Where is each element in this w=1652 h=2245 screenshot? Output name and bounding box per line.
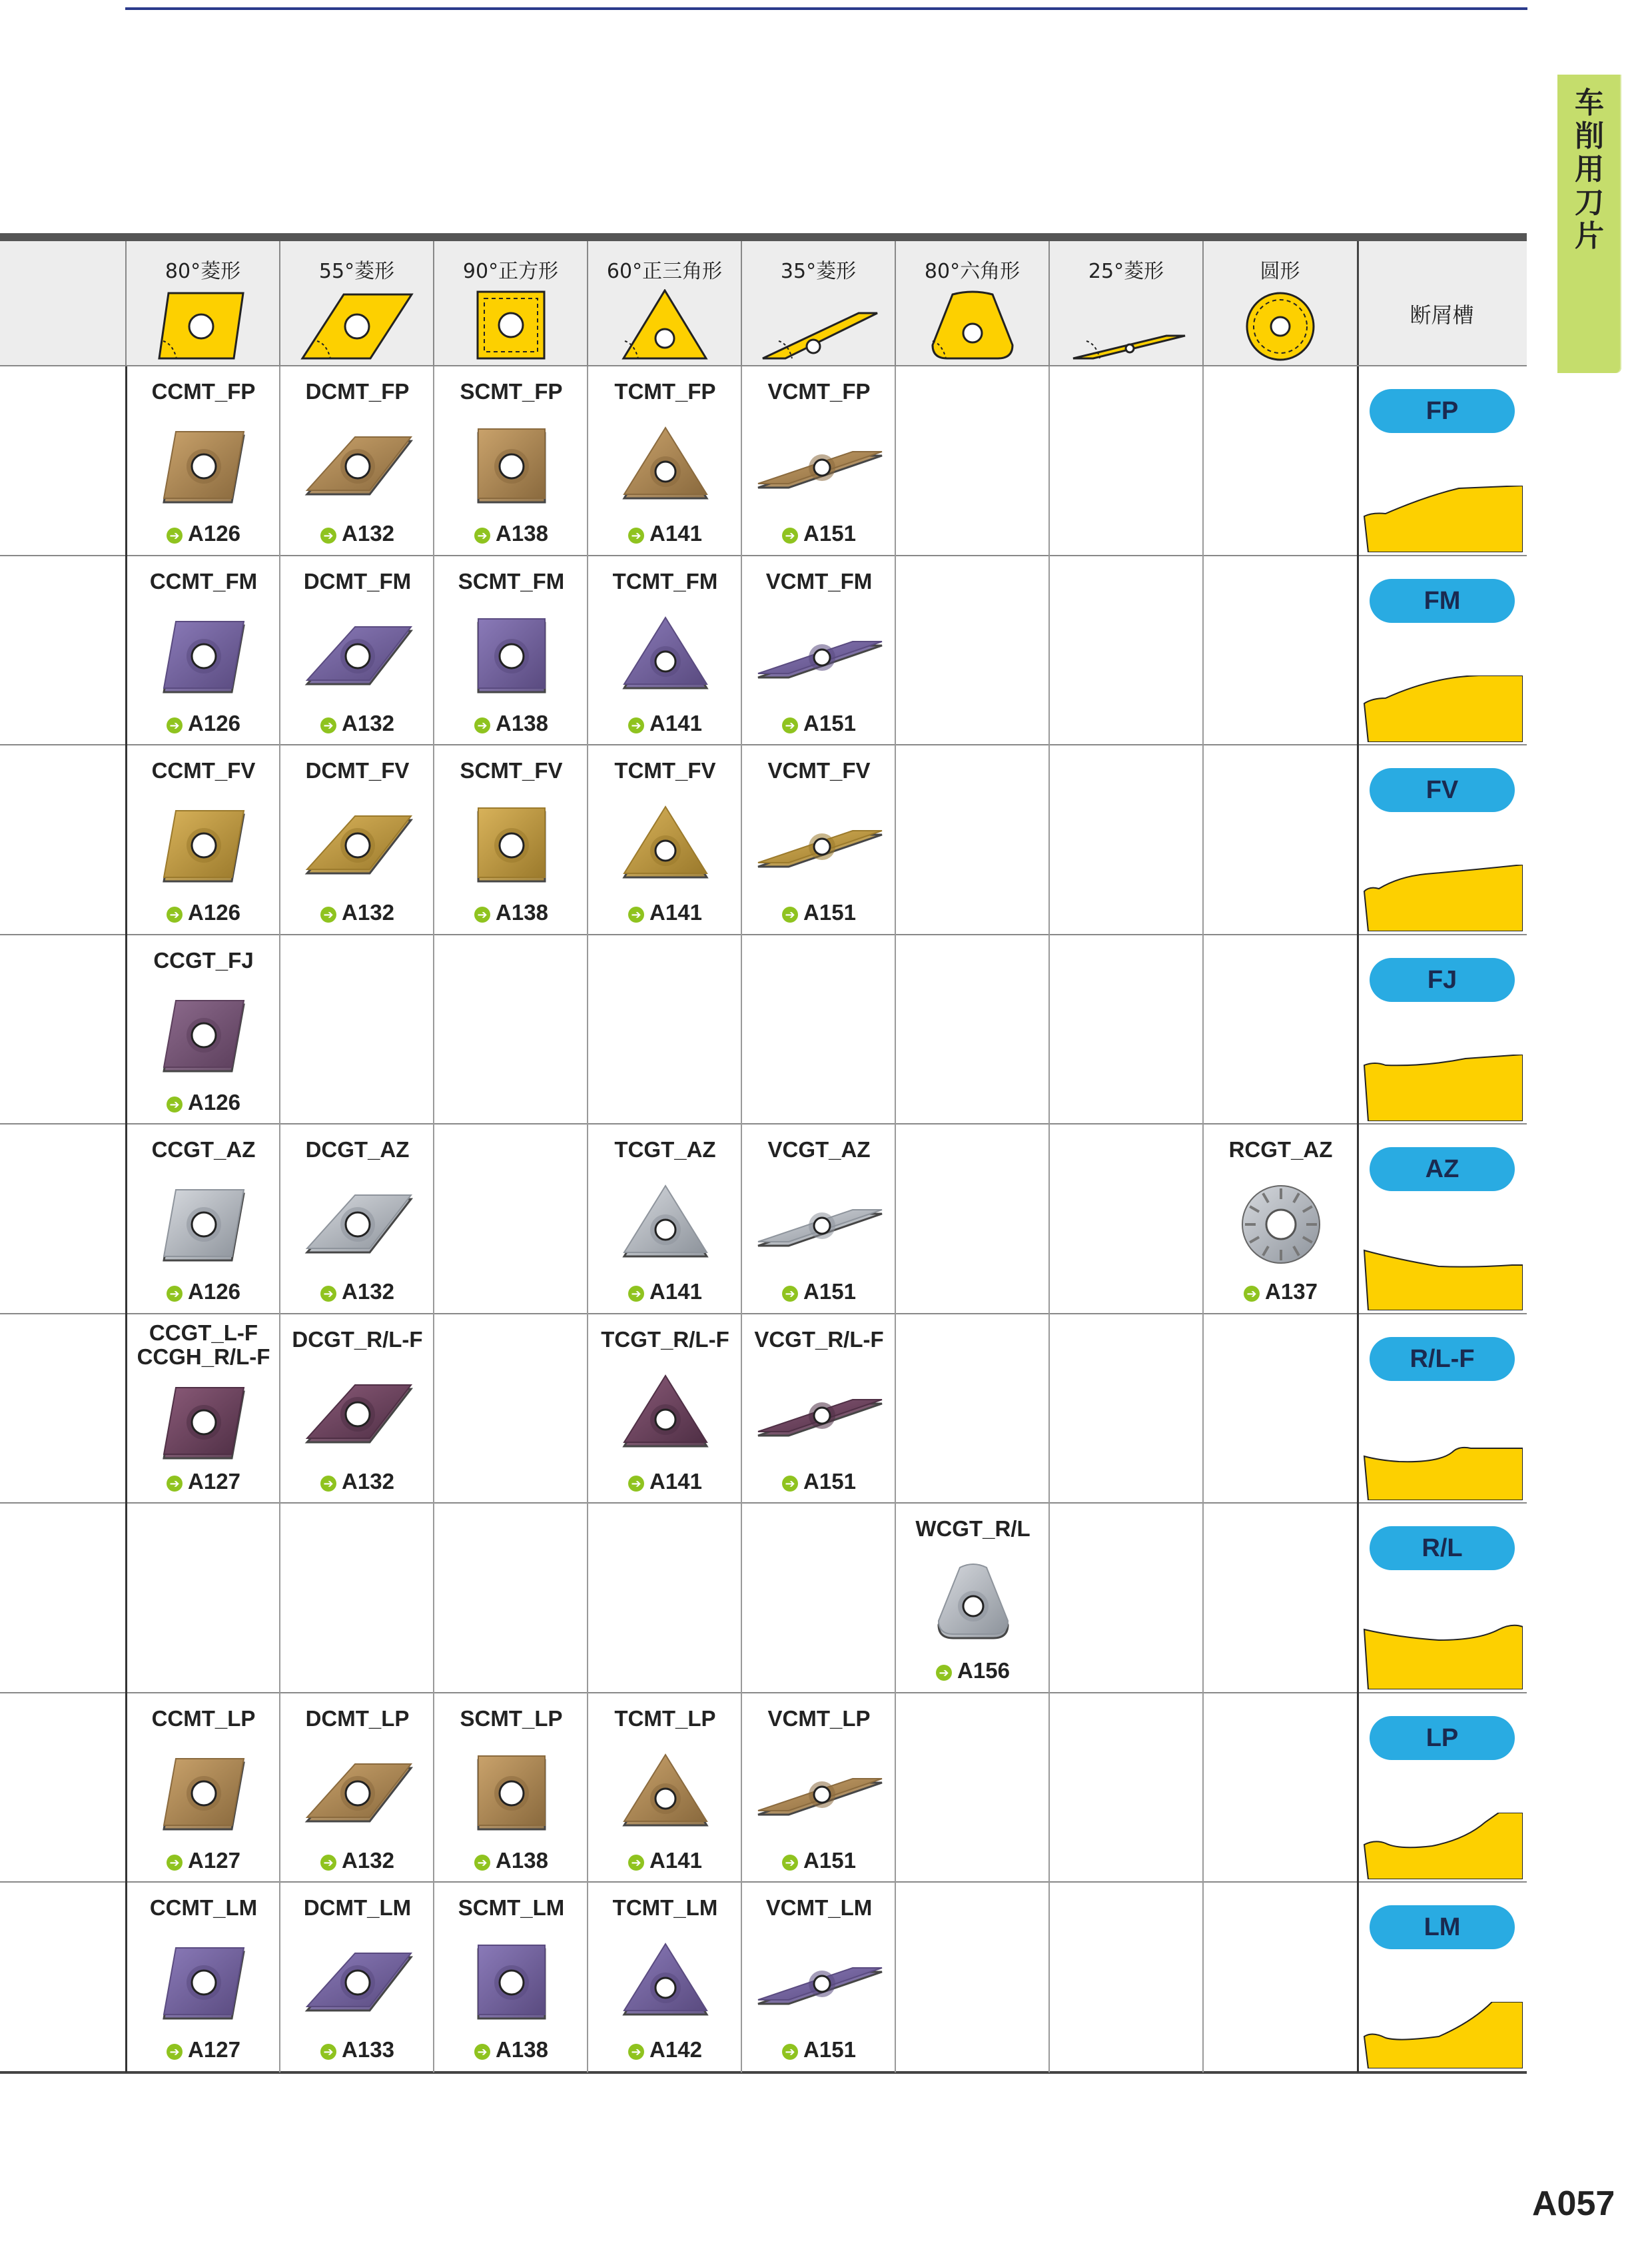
insert-image: [907, 1557, 1040, 1653]
insert-cell[interactable]: [742, 1883, 896, 2072]
arrow-right-icon: ➔: [320, 528, 336, 544]
insert-code: SCMT_LP: [460, 1705, 563, 1731]
page-reference-link[interactable]: ➔ A156: [896, 1658, 1050, 1683]
page-reference-link[interactable]: ➔ A138: [434, 711, 588, 736]
insert-image: [137, 1747, 270, 1843]
header-groove: [1357, 241, 1525, 365]
page-reference-link[interactable]: ➔ A132: [280, 711, 434, 736]
header-shape-3: [433, 241, 587, 365]
insert-code: CCGT_FJ: [153, 947, 254, 973]
arrow-right-icon: ➔: [782, 528, 798, 544]
arrow-right-icon: ➔: [782, 2044, 798, 2060]
groove-cell: [1359, 1883, 1527, 2072]
column-divider: [587, 366, 588, 2072]
arrow-right-icon: ➔: [782, 907, 798, 923]
page-reference-link[interactable]: ➔ A141: [588, 711, 742, 736]
arrow-right-icon: ➔: [320, 1855, 336, 1871]
insert-image: [137, 610, 270, 706]
header-shape-1: [125, 241, 279, 365]
arrow-right-icon: ➔: [474, 2044, 490, 2060]
header-shape-label: 90°正方形: [462, 260, 559, 283]
insert-image: [137, 1178, 270, 1274]
insert-cell[interactable]: [742, 366, 896, 556]
insert-code: SCMT_FP: [460, 379, 563, 404]
insert-image: [1214, 1178, 1348, 1274]
groove-badge[interactable]: LP: [1370, 1716, 1515, 1760]
insert-cell[interactable]: [280, 1314, 434, 1504]
groove-badge[interactable]: AZ: [1370, 1147, 1515, 1191]
insert-code: TCMT_LP: [614, 1705, 716, 1731]
arrow-right-icon: ➔: [782, 1286, 798, 1302]
column-divider: [895, 366, 896, 2072]
section-tab[interactable]: [1557, 75, 1621, 373]
insert-image: [753, 420, 886, 516]
insert-image: [599, 1178, 732, 1274]
insert-code: CCMT_FV: [151, 758, 256, 783]
insert-image: [137, 799, 270, 895]
insert-image: [445, 610, 578, 706]
insert-image: [445, 799, 578, 895]
insert-code: DCMT_FM: [303, 568, 412, 594]
groove-profile: [1359, 1623, 1523, 1693]
arrow-right-icon: ➔: [628, 717, 644, 733]
arrow-right-icon: ➔: [167, 1097, 183, 1113]
arrow-right-icon: ➔: [1244, 1286, 1260, 1302]
insert-image: [753, 799, 886, 895]
top-rule: [125, 7, 1527, 10]
insert-code: CCGT_AZ: [151, 1137, 256, 1162]
insert-cell[interactable]: [742, 1693, 896, 1883]
arrow-right-icon: ➔: [628, 1476, 644, 1492]
page-reference-link[interactable]: ➔ A151: [742, 1848, 896, 1873]
groove-cell: [1359, 1124, 1527, 1314]
insert-code: TCGT_R/L-F: [601, 1326, 729, 1352]
arrow-right-icon: ➔: [167, 1855, 183, 1871]
section-tab-label: 车 削 用 刀 片: [1575, 86, 1604, 253]
groove-cell: [1359, 1693, 1527, 1883]
insert-cell[interactable]: [588, 1883, 742, 2072]
arrow-right-icon: ➔: [628, 1855, 644, 1871]
insert-code: CCMT_LM: [149, 1895, 258, 1920]
header-groove-label: 断屑槽: [1410, 302, 1474, 328]
page-reference-link[interactable]: ➔ A151: [742, 900, 896, 925]
arrow-right-icon: ➔: [474, 1855, 490, 1871]
insert-cell[interactable]: [127, 366, 280, 556]
arrow-right-icon: ➔: [320, 717, 336, 733]
insert-code: VCMT_FM: [765, 568, 873, 594]
page-reference-link[interactable]: ➔ A142: [588, 2037, 742, 2062]
insert-cell[interactable]: [434, 1693, 588, 1883]
header-shape-label: 55°菱形: [318, 260, 395, 283]
insert-code: VCMT_LM: [765, 1895, 873, 1920]
page-reference-link[interactable]: ➔ A133: [280, 2037, 434, 2062]
page-reference-link[interactable]: ➔ A137: [1204, 1279, 1358, 1304]
arrow-right-icon: ➔: [320, 907, 336, 923]
arrow-right-icon: ➔: [167, 907, 183, 923]
page-reference-link[interactable]: ➔ A141: [588, 1469, 742, 1494]
groove-badge[interactable]: FM: [1370, 579, 1515, 623]
arrow-right-icon: ➔: [782, 717, 798, 733]
insert-code: CCGT_L-F CCGH_R/L-F: [137, 1320, 270, 1369]
header-shape-label: 60°正三角形: [606, 260, 723, 283]
insert-cell[interactable]: [588, 1693, 742, 1883]
arrow-right-icon: ➔: [474, 528, 490, 544]
insert-code: TCMT_FP: [614, 379, 716, 404]
insert-code: DCMT_FP: [305, 379, 410, 404]
page-reference-link[interactable]: ➔ A126: [127, 900, 280, 925]
groove-profile: [1359, 1055, 1523, 1124]
insert-image: [753, 610, 886, 706]
groove-cell: [1359, 556, 1527, 745]
header-shape-label: 35°菱形: [780, 260, 857, 283]
groove-profile: [1359, 1813, 1523, 1883]
groove-profile: [1359, 2002, 1523, 2072]
groove-cell: [1359, 1504, 1527, 1693]
insert-cell[interactable]: [280, 1124, 434, 1314]
table-header-row: [0, 241, 1527, 365]
groove-profile: [1359, 1244, 1523, 1314]
page-reference-link[interactable]: ➔ A151: [742, 521, 896, 546]
insert-code: VCGT_AZ: [767, 1137, 871, 1162]
page-reference-link[interactable]: ➔ A138: [434, 2037, 588, 2062]
insert-code: DCGT_R/L-F: [292, 1326, 423, 1352]
insert-code: TCMT_FM: [612, 568, 718, 594]
arrow-right-icon: ➔: [782, 1855, 798, 1871]
page-reference-link[interactable]: ➔ A141: [588, 521, 742, 546]
insert-cell[interactable]: [127, 1883, 280, 2072]
header-shape-label: 80°菱形: [165, 260, 241, 283]
page-reference-link[interactable]: ➔ A126: [127, 1279, 280, 1304]
insert-image: [291, 1178, 424, 1274]
arrow-right-icon: ➔: [167, 2044, 183, 2060]
insert-image: [599, 1936, 732, 2032]
arrow-right-icon: ➔: [936, 1665, 952, 1681]
page-reference-link[interactable]: ➔ A127: [127, 1469, 280, 1494]
arrow-right-icon: ➔: [167, 717, 183, 733]
insert-code: VCMT_FV: [767, 758, 871, 783]
insert-image: [753, 1368, 886, 1464]
page-reference-link[interactable]: ➔ A151: [742, 2037, 896, 2062]
arrow-right-icon: ➔: [628, 1286, 644, 1302]
groove-badge[interactable]: LM: [1370, 1905, 1515, 1949]
groove-profile: [1359, 675, 1523, 745]
insert-code: DCGT_AZ: [305, 1137, 410, 1162]
insert-image: [599, 610, 732, 706]
insert-code: SCMT_FV: [460, 758, 563, 783]
insert-cell[interactable]: [896, 1504, 1050, 1693]
page-reference-link[interactable]: ➔ A151: [742, 1469, 896, 1494]
insert-code: WCGT_R/L: [915, 1516, 1031, 1541]
insert-cell[interactable]: [434, 556, 588, 745]
insert-cell[interactable]: [588, 556, 742, 745]
header-shape-8: [1202, 241, 1356, 365]
insert-code: CCMT_FM: [149, 568, 258, 594]
insert-cell[interactable]: [1204, 1124, 1358, 1314]
groove-profile: [1359, 486, 1523, 556]
column-divider: [1048, 366, 1050, 2072]
arrow-right-icon: ➔: [320, 1476, 336, 1492]
insert-cell[interactable]: [127, 1124, 280, 1314]
insert-cell[interactable]: [588, 1124, 742, 1314]
insert-cell[interactable]: [742, 745, 896, 935]
insert-code: TCGT_AZ: [614, 1137, 716, 1162]
insert-cell[interactable]: [127, 935, 280, 1124]
groove-profile: [1359, 865, 1523, 935]
insert-code: SCMT_FM: [458, 568, 565, 594]
table-bottom-rule: [0, 2071, 1527, 2074]
page-reference-link[interactable]: ➔ A127: [127, 2037, 280, 2062]
insert-cell[interactable]: [127, 1693, 280, 1883]
table-header-bar: [0, 233, 1527, 241]
insert-cell[interactable]: [434, 745, 588, 935]
column-divider: [1202, 366, 1204, 2072]
insert-image: [137, 989, 270, 1085]
page-reference-link[interactable]: ➔ A138: [434, 521, 588, 546]
insert-image: [599, 799, 732, 895]
insert-image: [445, 1747, 578, 1843]
arrow-right-icon: ➔: [320, 2044, 336, 2060]
insert-code: DCMT_LP: [305, 1705, 410, 1731]
insert-image: [753, 1747, 886, 1843]
page-reference-link[interactable]: ➔ A132: [280, 521, 434, 546]
arrow-right-icon: ➔: [628, 2044, 644, 2060]
arrow-right-icon: ➔: [320, 1286, 336, 1302]
row-divider: [0, 1502, 1527, 1504]
column-divider: [125, 366, 127, 2072]
insert-image: [599, 1747, 732, 1843]
arrow-right-icon: ➔: [167, 528, 183, 544]
insert-cell[interactable]: [588, 1314, 742, 1504]
groove-cell: [1359, 366, 1527, 556]
page-reference-link[interactable]: ➔ A132: [280, 900, 434, 925]
insert-cell[interactable]: [280, 366, 434, 556]
insert-cell[interactable]: [280, 1883, 434, 2072]
groove-badge[interactable]: R/L: [1370, 1526, 1515, 1570]
header-shape-5: [741, 241, 895, 365]
header-shape-2: [279, 241, 433, 365]
insert-cell[interactable]: [280, 1693, 434, 1883]
page-reference-link[interactable]: ➔ A138: [434, 1848, 588, 1873]
page-reference-link[interactable]: ➔ A132: [280, 1848, 434, 1873]
insert-code: DCMT_FV: [305, 758, 410, 783]
groove-badge[interactable]: FP: [1370, 389, 1515, 433]
insert-image: [137, 420, 270, 516]
insert-cell[interactable]: [742, 1314, 896, 1504]
insert-image: [291, 799, 424, 895]
groove-cell: [1359, 935, 1527, 1124]
insert-code: CCMT_LP: [151, 1705, 256, 1731]
arrow-right-icon: ➔: [167, 1476, 183, 1492]
insert-image: [291, 1368, 424, 1464]
insert-code: TCMT_FV: [614, 758, 716, 783]
header-shape-label: 25°菱形: [1088, 260, 1164, 283]
insert-image: [291, 420, 424, 516]
insert-image: [291, 1747, 424, 1843]
insert-code: VCGT_R/L-F: [754, 1326, 884, 1352]
insert-cell[interactable]: [742, 1124, 896, 1314]
insert-code: VCMT_LP: [767, 1705, 871, 1731]
groove-cell: [1359, 745, 1527, 935]
header-shape-label: 圆形: [1260, 260, 1300, 283]
page-reference-link[interactable]: ➔ A132: [280, 1279, 434, 1304]
page-reference-link[interactable]: ➔ A141: [588, 1279, 742, 1304]
insert-image: [137, 1936, 270, 2032]
insert-cell[interactable]: [280, 745, 434, 935]
page-reference-link[interactable]: ➔ A126: [127, 711, 280, 736]
insert-cell[interactable]: [742, 556, 896, 745]
insert-cell[interactable]: [588, 745, 742, 935]
groove-badge[interactable]: FJ: [1370, 958, 1515, 1002]
page-reference-link[interactable]: ➔ A141: [588, 900, 742, 925]
arrow-right-icon: ➔: [474, 717, 490, 733]
page-reference-link[interactable]: ➔ A151: [742, 711, 896, 736]
page-reference-link[interactable]: ➔ A151: [742, 1279, 896, 1304]
insert-cell[interactable]: [127, 1314, 280, 1504]
page-reference-link[interactable]: ➔ A141: [588, 1848, 742, 1873]
header-shape-6: [895, 241, 1048, 365]
header-shape-4: [587, 241, 741, 365]
arrow-right-icon: ➔: [628, 528, 644, 544]
arrow-right-icon: ➔: [474, 907, 490, 923]
groove-cell: [1359, 1314, 1527, 1504]
insert-cell[interactable]: [280, 556, 434, 745]
page-reference-link[interactable]: ➔ A132: [280, 1469, 434, 1494]
page-reference-link[interactable]: ➔ A138: [434, 900, 588, 925]
insert-code: SCMT_LM: [458, 1895, 565, 1920]
groove-profile: [1359, 1434, 1523, 1504]
insert-image: [291, 1936, 424, 2032]
column-divider: [279, 366, 280, 2072]
column-divider: [1357, 366, 1359, 2072]
insert-code: RCGT_AZ: [1228, 1137, 1333, 1162]
page-reference-link[interactable]: ➔ A126: [127, 521, 280, 546]
insert-code: CCMT_FP: [151, 379, 256, 404]
insert-image: [753, 1178, 886, 1274]
insert-cell[interactable]: [127, 745, 280, 935]
insert-cell[interactable]: [127, 556, 280, 745]
column-divider: [741, 366, 742, 2072]
arrow-right-icon: ➔: [167, 1286, 183, 1302]
insert-image: [599, 1368, 732, 1464]
groove-badge[interactable]: R/L-F: [1370, 1337, 1515, 1381]
insert-cell[interactable]: [434, 366, 588, 556]
groove-badge[interactable]: FV: [1370, 768, 1515, 812]
insert-cell[interactable]: [434, 1883, 588, 2072]
arrow-right-icon: ➔: [782, 1476, 798, 1492]
insert-image: [753, 1936, 886, 2032]
insert-code: TCMT_LM: [612, 1895, 718, 1920]
insert-image: [445, 1936, 578, 2032]
insert-code: DCMT_LM: [303, 1895, 412, 1920]
insert-image: [445, 420, 578, 516]
arrow-right-icon: ➔: [628, 907, 644, 923]
header-shape-label: 80°六角形: [924, 260, 1021, 283]
insert-image: [599, 420, 732, 516]
page-reference-link[interactable]: ➔ A127: [127, 1848, 280, 1873]
insert-code: VCMT_FP: [767, 379, 871, 404]
page-number: A057: [1532, 2184, 1615, 2223]
column-divider: [433, 366, 434, 2072]
insert-image: [137, 1376, 270, 1472]
page-reference-link[interactable]: ➔ A126: [127, 1090, 280, 1115]
header-shape-7: [1048, 241, 1202, 365]
insert-cell[interactable]: [588, 366, 742, 556]
insert-image: [291, 610, 424, 706]
